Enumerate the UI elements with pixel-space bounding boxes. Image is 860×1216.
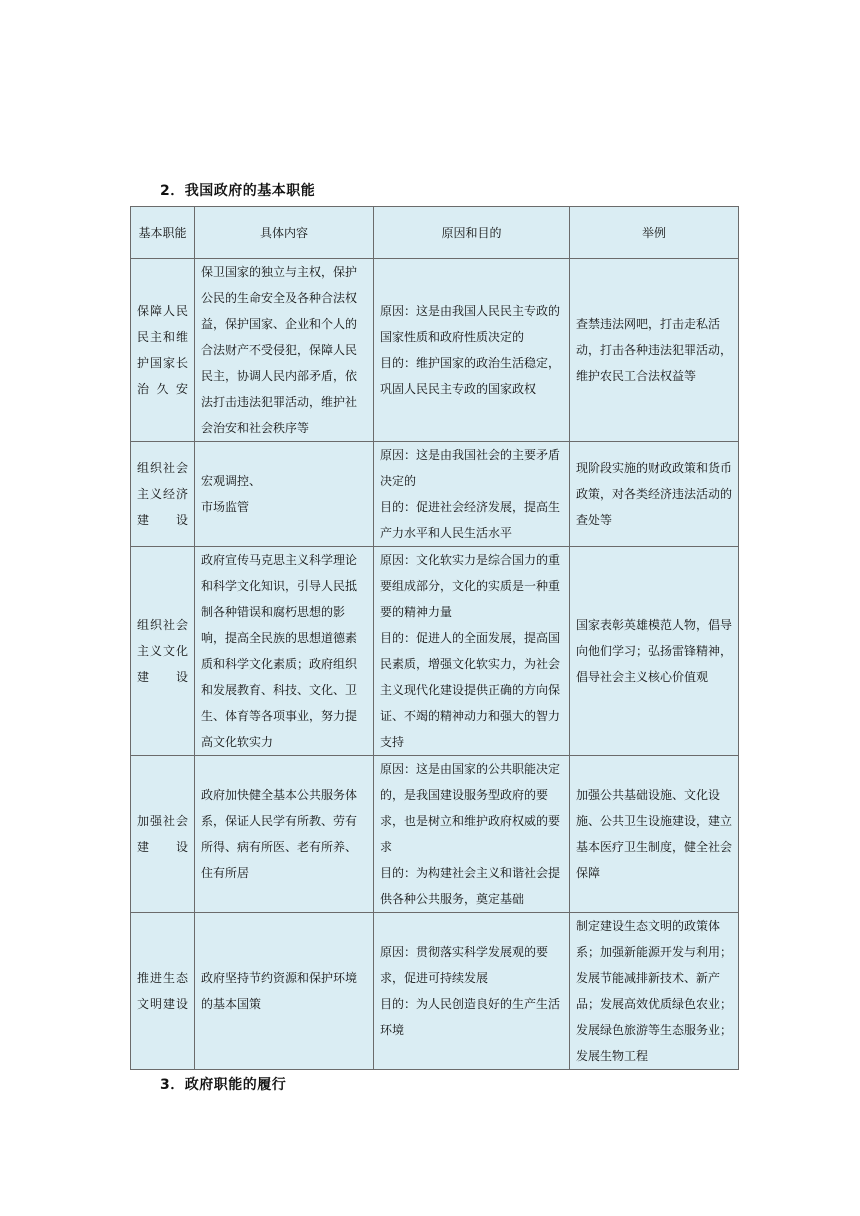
content-cell: 保卫国家的独立与主权，保护公民的生命安全及各种合法权益，保护国家、企业和个人的合法财产不受侵犯，保障人民民主，协调人民内部矛盾，依法打击违法犯罪活动，维护社会治安和社会秩序等 <box>195 259 374 442</box>
table-row <box>131 259 739 442</box>
table-header-row <box>131 207 739 259</box>
function-cell: 组织社会主义经济建设 <box>131 442 195 547</box>
section-heading-2: 2．我国政府的基本职能 <box>160 183 316 199</box>
content-cell: 政府加快健全基本公共服务体系，保证人民学有所教、劳有所得、病有所医、老有所养、住有所居 <box>195 756 374 913</box>
header-cell-function: 基本职能 <box>131 207 195 259</box>
reason-cell: 原因：这是由我国人民民主专政的国家性质和政府性质决定的 目的：维护国家的政治生活稳定，巩固人民民主专政的国家政权 <box>374 259 570 442</box>
function-cell: 推进生态文明建设 <box>131 913 195 1070</box>
table-row <box>131 756 739 913</box>
table-row <box>131 442 739 547</box>
function-cell: 组织社会主义文化建设 <box>131 547 195 756</box>
content-cell: 宏观调控、 市场监管 <box>195 442 374 547</box>
header-cell-content: 具体内容 <box>195 207 374 259</box>
content-cell: 政府宣传马克思主义科学理论和科学文化知识，引导人民抵制各种错误和腐朽思想的影响，提高全民族的思想道德素质和科学文化素质；政府组织和发展教育、科技、文化、卫生、体育等各项事业，努力提高文化软实力 <box>195 547 374 756</box>
content-cell: 政府坚持节约资源和保护环境的基本国策 <box>195 913 374 1070</box>
example-cell: 制定建设生态文明的政策体系；加强新能源开发与利用；发展节能减排新技术、新产品；发展高效优质绿色农业；发展绿色旅游等生态服务业；发展生物工程 <box>570 913 739 1070</box>
reason-cell: 原因：贯彻落实科学发展观的要求，促进可持续发展 目的：为人民创造良好的生产生活环境 <box>374 913 570 1070</box>
function-cell: 保障人民民主和维护国家长治久安 <box>131 259 195 442</box>
example-cell: 现阶段实施的财政政策和货币政策，对各类经济违法活动的查处等 <box>570 442 739 547</box>
example-cell: 查禁违法网吧，打击走私活动，打击各种违法犯罪活动，维护农民工合法权益等 <box>570 259 739 442</box>
government-functions-table <box>130 206 739 1070</box>
example-cell: 加强公共基础设施、文化设施、公共卫生设施建设，建立基本医疗卫生制度，健全社会保障 <box>570 756 739 913</box>
table-row <box>131 547 739 756</box>
reason-cell: 原因：这是由我国社会的主要矛盾决定的 目的：促进社会经济发展，提高生产力水平和人民生活水平 <box>374 442 570 547</box>
example-cell: 国家表彰英雄模范人物，倡导向他们学习；弘扬雷锋精神，倡导社会主义核心价值观 <box>570 547 739 756</box>
function-cell: 加强社会建设 <box>131 756 195 913</box>
table-row <box>131 913 739 1070</box>
header-cell-example: 举例 <box>570 207 739 259</box>
reason-cell: 原因：文化软实力是综合国力的重要组成部分，文化的实质是一种重要的精神力量 目的：促进人的全面发展，提高国民素质，增强文化软实力，为社会主义现代化建设提供正确的方向保证、不竭的精神动力和强大的智力支持 <box>374 547 570 756</box>
header-cell-reason: 原因和目的 <box>374 207 570 259</box>
section-heading-3: 3．政府职能的履行 <box>160 1077 287 1093</box>
reason-cell: 原因：这是由国家的公共职能决定的，是我国建设服务型政府的要求，也是树立和维护政府权威的要求 目的：为构建社会主义和谐社会提供各种公共服务，奠定基础 <box>374 756 570 913</box>
